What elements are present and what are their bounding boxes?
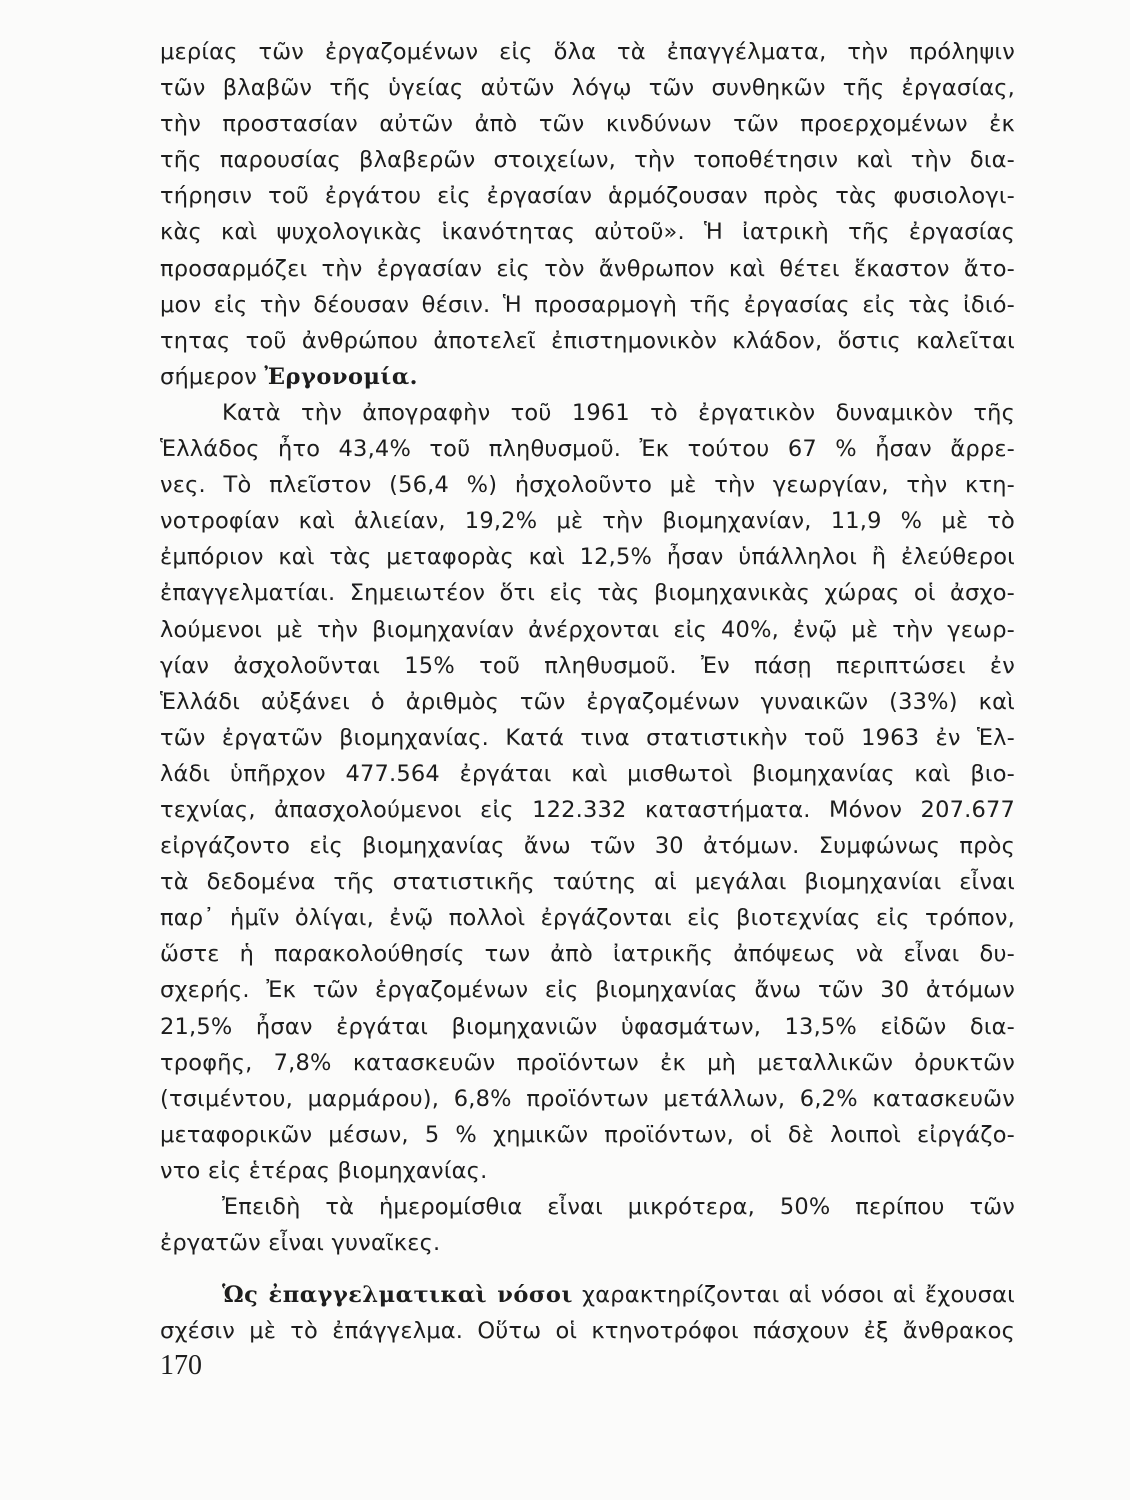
text-line: μερίας τῶν ἐργαζομένων εἰς ὅλα τὰ ἐπαγγέλματα, τὴν πρόληψιν	[160, 39, 1015, 65]
text-line: Κατὰ τὴν ἀπογραφὴν τοῦ 1961 τὸ ἐργατικὸν δυναμικὸν τῆς	[222, 399, 1015, 426]
text-line: γίαν ἀσχολοῦνται 15% τοῦ πληθυσμοῦ. Ἐν πάσῃ περιπτώσει ἐν	[160, 652, 1015, 679]
text-line: σχερής. Ἐκ τῶν ἐργαζομένων εἰς βιομηχανίας ἄνω τῶν 30 ἀτόμων	[160, 977, 1015, 1004]
term-occupational-diseases: Ὡς ἐπαγγελματικαὶ νόσοι	[222, 1282, 573, 1309]
text-line: ἐμπόριον καὶ τὰς μεταφορὰς καὶ 12,5% ἦσαν ὑπάλληλοι ἢ ἐλεύθεροι	[160, 544, 1015, 571]
term-ergonomia: Ἐργονομία.	[264, 363, 418, 390]
text-line: λάδι ὑπῆρχον 477.564 ἐργάται καὶ μισθωτοὶ βιομηχανίας καὶ βιο-	[160, 760, 1015, 787]
text-line: ἐπαγγελματίαι. Σημειωτέον ὅτι εἰς τὰς βιομηχανικὰς χώρας οἱ ἀσχο-	[160, 580, 1015, 607]
text-line: ἐργατῶν εἶναι γυναῖκες.	[160, 1230, 441, 1257]
text-line: τῶν βλαβῶν τῆς ὑγείας αὐτῶν λόγῳ τῶν συνθηκῶν τῆς ἐργασίας,	[160, 75, 1015, 102]
text-line: σχέσιν μὲ τὸ ἐπάγγελμα. Οὕτω οἱ κτηνοτρόφοι πάσχουν ἐξ ἄνθρακος	[160, 1318, 1015, 1345]
text-line: 21,5% ἦσαν ἐργάται βιομηχανιῶν ὑφασμάτων, 13,5% εἰδῶν δια-	[160, 1013, 1015, 1040]
text-span: σήμερον	[160, 363, 265, 390]
text-line: τῶν ἐργατῶν βιομηχανίας. Κατά τινα στατιστικὴν τοῦ 1963 ἐν Ἑλ-	[160, 724, 1015, 751]
text-line: Ἑλλάδι αὐξάνει ὁ ἀριθμὸς τῶν ἐργαζομένων γυναικῶν (33%) καὶ	[160, 688, 1015, 715]
text-line-diseases	[160, 1277, 1015, 1313]
text-line: εἰργάζοντο εἰς βιομηχανίας ἄνω τῶν 30 ἀτόμων. Συμφώνως πρὸς	[160, 833, 1015, 860]
text-line: τεχνίας, ἀπασχολούμενοι εἰς 122.332 καταστήματα. Μόνον 207.677	[160, 796, 1015, 823]
text-line: τὰ δεδομένα τῆς στατιστικῆς ταύτης αἱ μεγάλαι βιομηχανίαι εἶναι	[160, 869, 1015, 896]
text-line: μεταφορικῶν μέσων, 5 % χημικῶν προϊόντων, οἱ δὲ λοιποὶ εἰργάζο-	[160, 1121, 1015, 1148]
text-line-ergonomia	[160, 359, 1015, 395]
text-line: νοτροφίαν καὶ ἁλιείαν, 19,2% μὲ τὴν βιομηχανίαν, 11,9 % μὲ τὸ	[160, 508, 1015, 535]
text-span: χαρακτηρίζονται αἱ νόσοι αἱ ἔχουσαι	[572, 1282, 1015, 1309]
text-line: τῆς παρουσίας βλαβερῶν στοιχείων, τὴν τοποθέτησιν καὶ τὴν δια-	[160, 147, 1015, 174]
text-line: τητας τοῦ ἀνθρώπου ἀποτελεῖ ἐπιστημονικὸν κλάδον, ὅστις καλεῖται	[160, 327, 1015, 354]
text-line: μον εἰς τὴν δέουσαν θέσιν. Ἡ προσαρμογὴ τῆς ἐργασίας εἰς τὰς ἰδιό-	[160, 291, 1015, 318]
text-line: (τσιμέντου, μαρμάρου), 6,8% προϊόντων μετάλλων, 6,2% κατασκευῶν	[160, 1085, 1015, 1112]
text-line: παρ᾽ ἡμῖν ὀλίγαι, ἐνῷ πολλοὶ ἐργάζονται εἰς βιοτεχνίας εἰς τρόπον,	[160, 905, 1015, 932]
text-line: τήρησιν τοῦ ἐργάτου εἰς ἐργασίαν ἁρμόζουσαν πρὸς τὰς φυσιολογι-	[160, 183, 1015, 210]
paragraph-gap	[160, 1261, 1015, 1277]
text-line: τροφῆς, 7,8% κατασκευῶν προϊόντων ἐκ μὴ μεταλλικῶν ὀρυκτῶν	[160, 1049, 1015, 1076]
text-line: ὥστε ἡ παρακολούθησίς των ἀπὸ ἰατρικῆς ἀπόψεως νὰ εἶναι δυ-	[160, 941, 1015, 968]
text-line: Ἑλλάδος ἦτο 43,4% τοῦ πληθυσμοῦ. Ἐκ τούτου 67 % ἦσαν ἄρρε-	[160, 436, 1015, 463]
body-text	[160, 34, 1015, 1349]
text-line: Ἐπειδὴ τὰ ἡμερομίσθια εἶναι μικρότερα, 50% περίπου τῶν	[222, 1194, 1015, 1220]
text-line: κὰς καὶ ψυχολογικὰς ἱκανότητας αὐτοῦ». Ἡ ἰατρικὴ τῆς ἐργασίας	[160, 219, 1015, 246]
text-line: νες. Τὸ πλεῖστον (56,4 %) ἠσχολοῦντο μὲ τὴν γεωργίαν, τὴν κτη-	[160, 472, 1015, 499]
text-line: ντο εἰς ἑτέρας βιομηχανίας.	[160, 1157, 488, 1184]
page-number: 170	[160, 1350, 202, 1381]
text-line: τὴν προστασίαν αὐτῶν ἀπὸ τῶν κινδύνων τῶν προερχομένων ἐκ	[160, 111, 1015, 138]
text-line: προσαρμόζει τὴν ἐργασίαν εἰς τὸν ἄνθρωπον καὶ θέτει ἕκαστον ἄτο-	[160, 255, 1015, 282]
text-line: λούμενοι μὲ τὴν βιομηχανίαν ἀνέρχονται εἰς 40%, ἐνῷ μὲ τὴν γεωρ-	[160, 616, 1015, 643]
